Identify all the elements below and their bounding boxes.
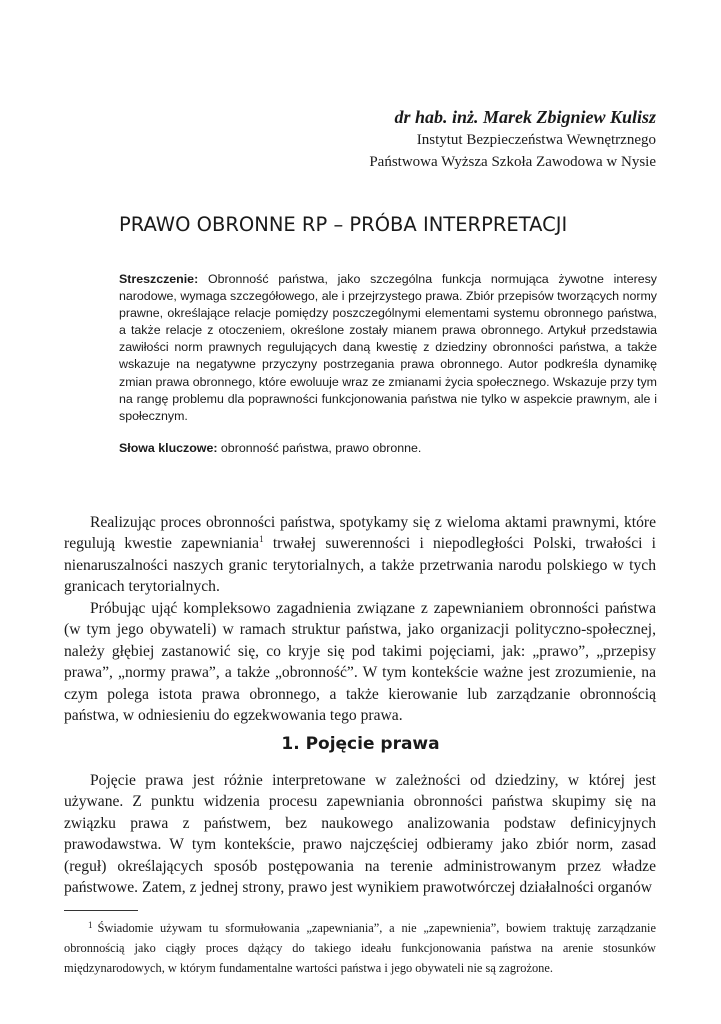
article-title: PRAWO OBRONNE RP – PRÓBA INTERPRETACJI [119, 213, 568, 236]
author-name: dr hab. inż. Marek Zbigniew Kulisz [394, 107, 656, 127]
footnote-ref[interactable]: 1 [259, 534, 264, 545]
section-heading: 1. Pojęcie prawa [281, 734, 440, 754]
paragraph-1-text-a: Realizując proces obronności państwa, spotykamy się z wieloma aktami prawnymi, które regulują kwestie zapewniania [64, 514, 656, 553]
affiliation-school: Państwowa Wyższa Szkoła Zawodowa w Nysie [369, 154, 656, 170]
paragraph-1 [64, 512, 656, 598]
paragraph-3: Pojęcie prawa jest różnie interpretowane w zależności od dziedziny, w której jest używane. Z punktu widzenia procesu zapewniania obronności państwa skupimy się na związku prawa z państwem, bez naukowego analizowania podstaw definicyjnych prawodawstwa. W tym kontekście, prawo najczęściej odbieramy jako zbiór norm, zasad (reguł) określających sposób postępowania na terenie administrowanym przez władze państwowe. Zatem, z jednej strony, prawo jest wynikiem prawotwórczej działalności organów [64, 772, 656, 897]
paragraph-1-text-b: trwałej suwerenności i niepodległości Polski, trwałości i nienaruszalności naszych granic terytorialnych, a także przetrwania narodu polskiego w tych granicach terytorialnych. [64, 535, 657, 596]
footnote-divider [64, 910, 138, 911]
abstract [119, 271, 657, 425]
author-block [369, 105, 656, 173]
affiliation-institute: Instytut Bezpieczeństwa Wewnętrznego [416, 132, 656, 148]
footnote [64, 915, 656, 978]
keywords-text: obronność państwa, prawo obronne. [217, 441, 422, 455]
keywords [119, 440, 657, 457]
abstract-text: Obronność państwa, jako szczególna funkcja normująca żywotne interesy narodowe, wymaga szczegółowego, ale i przejrzystego prawa. Zbiór przepisów tworzących normy prawne, określające relacje pomiędzy poszczególnymi elementami systemu obronnego państwa, a także relacje z otoczeniem, określone zostały mianem prawa obronnego. Artykuł przedstawia zawiłości norm prawnych regulujących daną kwestię z dziedziny obronności państwa, a także wskazuje na negatywne przyczyny postrzegania prawa obronnego. Autor podkreśla dynamikę zmian prawa obronnego, które ewoluuje wraz ze zmianami życia społecznego. Wskazuje przy tym na rangę problemu dla poprawności funkcjonowania państwa nie tylko w aspekcie prawnym, ale i społecznym. [119, 272, 657, 423]
paragraph-2: Próbując ująć kompleksowo zagadnienia związane z zapewnianiem obronności państwa (w tym jego obywateli) w ramach struktur państwa, jako organizacji polityczno-społecznej, należy głębiej zastanowić się, co kryje się pod takimi pojęciami, jak: „prawo”, „przepisy prawa”, „normy prawa”, a także „obronność”. W tym kontekście ważne jest zrozumienie, na czym polega istota prawa obronnego, a także kierowanie lub zarządzanie obronnością państwa, w odniesieniu do egzekwowania tego prawa. [64, 600, 656, 725]
abstract-label: Streszczenie: [119, 272, 199, 286]
footnote-text: Świadomie używam tu sformułowania „zapewniania”, a nie „zapewnienia”, bowiem traktuję zarządzanie obronnością jako ciągły proces dążący do takiego ideału funkcjonowania państwa na arenie stosunków międzynarodowych, w którym fundamentalne wartości państwa i jego obywateli nie są zagrożone. [64, 921, 656, 975]
keywords-label: Słowa kluczowe: [119, 441, 218, 455]
footnote-mark: 1 [88, 920, 93, 930]
